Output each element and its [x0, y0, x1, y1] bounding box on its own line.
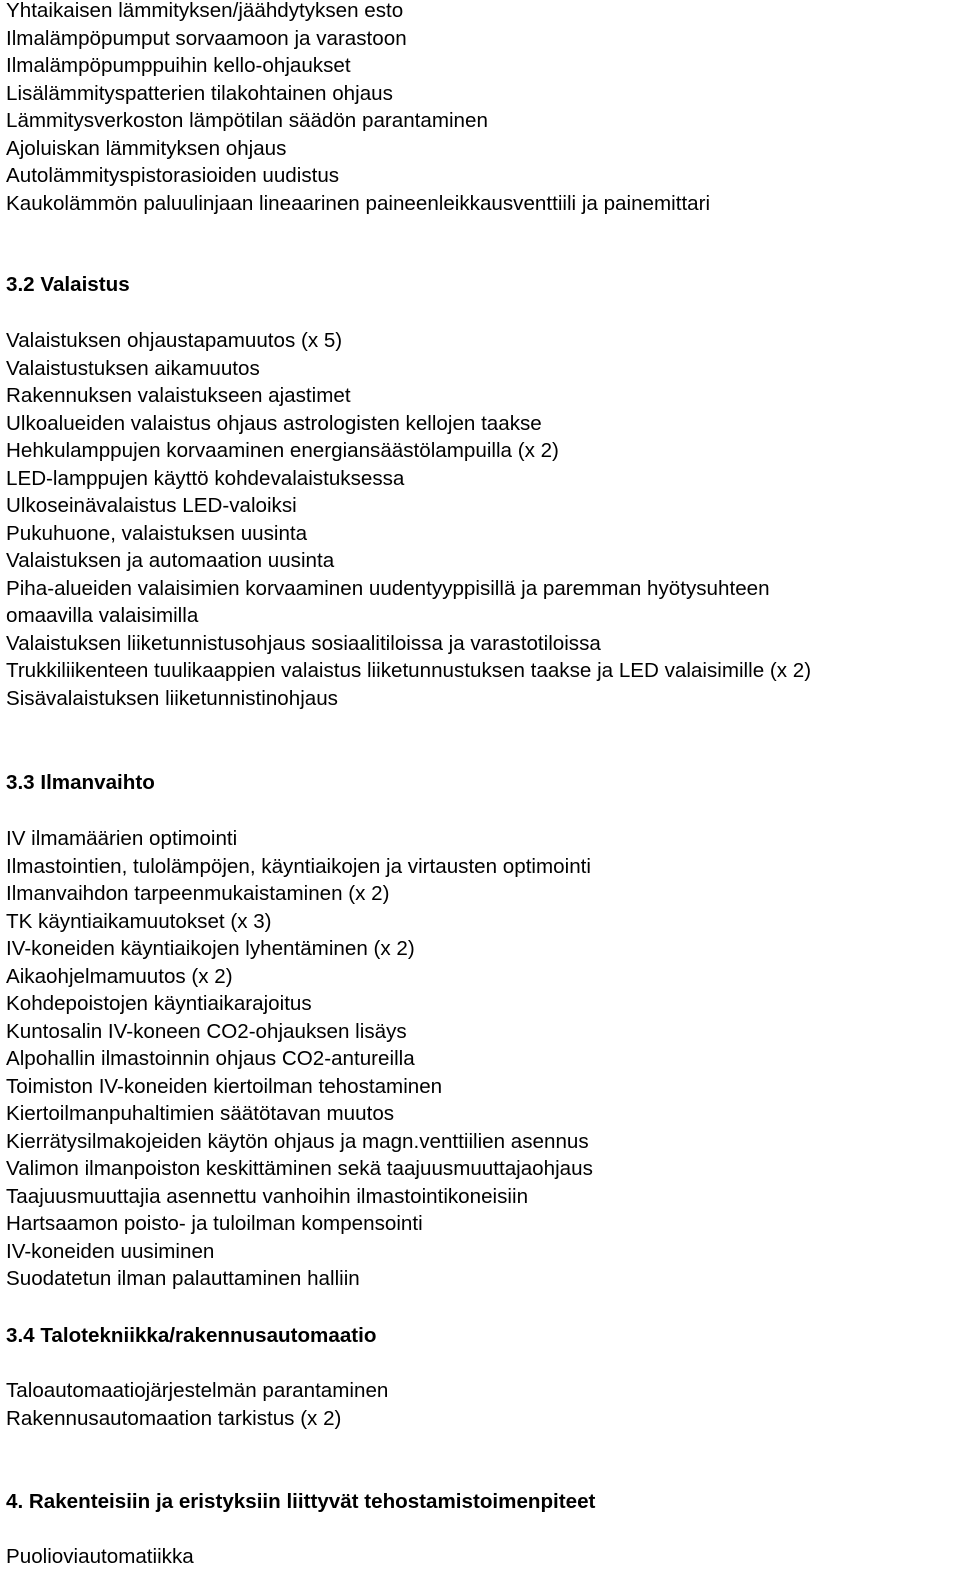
list-item: Piha-alueiden valaisimien korvaaminen uudentyyppisillä ja paremman hyötysuhteen [6, 576, 770, 600]
list-item: Ulkoalueiden valaistus ohjaus astrologisten kellojen taakse [6, 411, 542, 435]
list-item: Lisälämmityspatterien tilakohtainen ohjaus [6, 81, 393, 105]
list-item: Ilmalämpöpumppuihin kello-ohjaukset [6, 54, 351, 77]
section-heading-valaistus: 3.2 Valaistus [6, 273, 130, 296]
section-heading-rakenteet: 4. Rakenteisiin ja eristyksiin liittyvät tehostamistoimenpiteet [6, 1490, 596, 1513]
list-item: Puolioviautomatiikka [6, 1545, 194, 1568]
list-item: TK käyntiaikamuutokset (x 3) [6, 909, 272, 933]
ilmanvaihto-list [6, 825, 593, 1293]
list-item: Ilmastointien, tulolämpöjen, käyntiaikojen ja virtausten optimointi [6, 854, 591, 878]
list-item: Valaistustuksen aikamuutos [6, 356, 260, 380]
list-item: Alpohallin ilmastoinnin ohjaus CO2-antureilla [6, 1047, 415, 1070]
list-item: Valaistuksen liiketunnistusohjaus sosiaalitiloissa ja varastotiloissa [6, 631, 601, 655]
list-item: Valaistuksen ja automaation uusinta [6, 549, 335, 572]
list-item: Kuntosalin IV-koneen CO2-ohjauksen lisäys [6, 1019, 407, 1043]
list-item: Autolämmityspistorasioiden uudistus [6, 164, 340, 187]
list-item: Taloautomaatiojärjestelmän parantaminen [6, 1379, 389, 1402]
list-item: Valaistuksen ohjaustapamuutos (x 5) [6, 329, 343, 352]
list-item: Suodatetun ilman palauttaminen halliin [6, 1267, 360, 1290]
list-item: Kaukolämmön paluulinjaan lineaarinen paineenleikkausventtiili ja painemittari [6, 191, 711, 215]
list-item: Aikaohjelmamuutos (x 2) [6, 964, 233, 988]
list-item: Ilmalämpöpumput sorvaamoon ja varastoon [6, 26, 407, 50]
list-item: Kiertoilmanpuhaltimien säätötavan muutos [6, 1102, 395, 1125]
list-item: Rakennuksen valaistukseen ajastimet [6, 384, 351, 407]
list-item: Lämmitysverkoston lämpötilan säädön parantaminen [6, 109, 488, 132]
valaistus-list [6, 327, 811, 712]
list-item: Toimiston IV-koneiden kiertoilman tehostaminen [6, 1074, 443, 1098]
list-item: Pukuhuone, valaistuksen uusinta [6, 521, 308, 545]
list-item: Taajuusmuuttajia asennettu vanhoihin ilmastointikoneisiin [6, 1184, 529, 1208]
list-item: Hartsaamon poisto- ja tuloilman kompensointi [6, 1212, 423, 1235]
list-item: Trukkiliikenteen tuulikaappien valaistus liiketunnustuksen taakse ja LED valaisimille (x 2) [6, 659, 812, 682]
list-item: Rakennusautomaation tarkistus (x 2) [6, 1406, 342, 1430]
section-heading-ilmanvaihto: 3.3 Ilmanvaihto [6, 771, 155, 794]
list-item: Ilmanvaihdon tarpeenmukaistaminen (x 2) [6, 882, 390, 905]
list-item: Ulkoseinävalaistus LED-valoiksi [6, 494, 297, 517]
list-item: Yhtaikaisen lämmityksen/jäähdytyksen esto [6, 0, 404, 22]
list-item: Kohdepoistojen käyntiaikarajoitus [6, 992, 312, 1015]
list-item: IV-koneiden uusiminen [6, 1239, 215, 1263]
intro-list [6, 0, 710, 217]
list-item: omaavilla valaisimilla [6, 604, 199, 627]
list-item: Valimon ilmanpoiston keskittäminen sekä taajuusmuuttajaohjaus [6, 1157, 593, 1180]
list-item: Ajoluiskan lämmityksen ohjaus [6, 136, 287, 160]
list-item: LED-lamppujen käyttö kohdevalaistuksessa [6, 466, 405, 490]
section-heading-talotekniikka: 3.4 Talotekniikka/rakennusautomaatio [6, 1324, 377, 1347]
list-item: Hehkulamppujen korvaaminen energiansäästölampuilla (x 2) [6, 439, 559, 462]
list-item: Sisävalaistuksen liiketunnistinohjaus [6, 686, 338, 710]
list-item: Kierrätysilmakojeiden käytön ohjaus ja magn.venttiilien asennus [6, 1129, 589, 1153]
talotekniikka-list [6, 1377, 388, 1432]
rakenteet-list [6, 1543, 194, 1571]
list-item: IV-koneiden käyntiaikojen lyhentäminen (x 2) [6, 937, 415, 960]
list-item: IV ilmamäärien optimointi [6, 827, 238, 850]
